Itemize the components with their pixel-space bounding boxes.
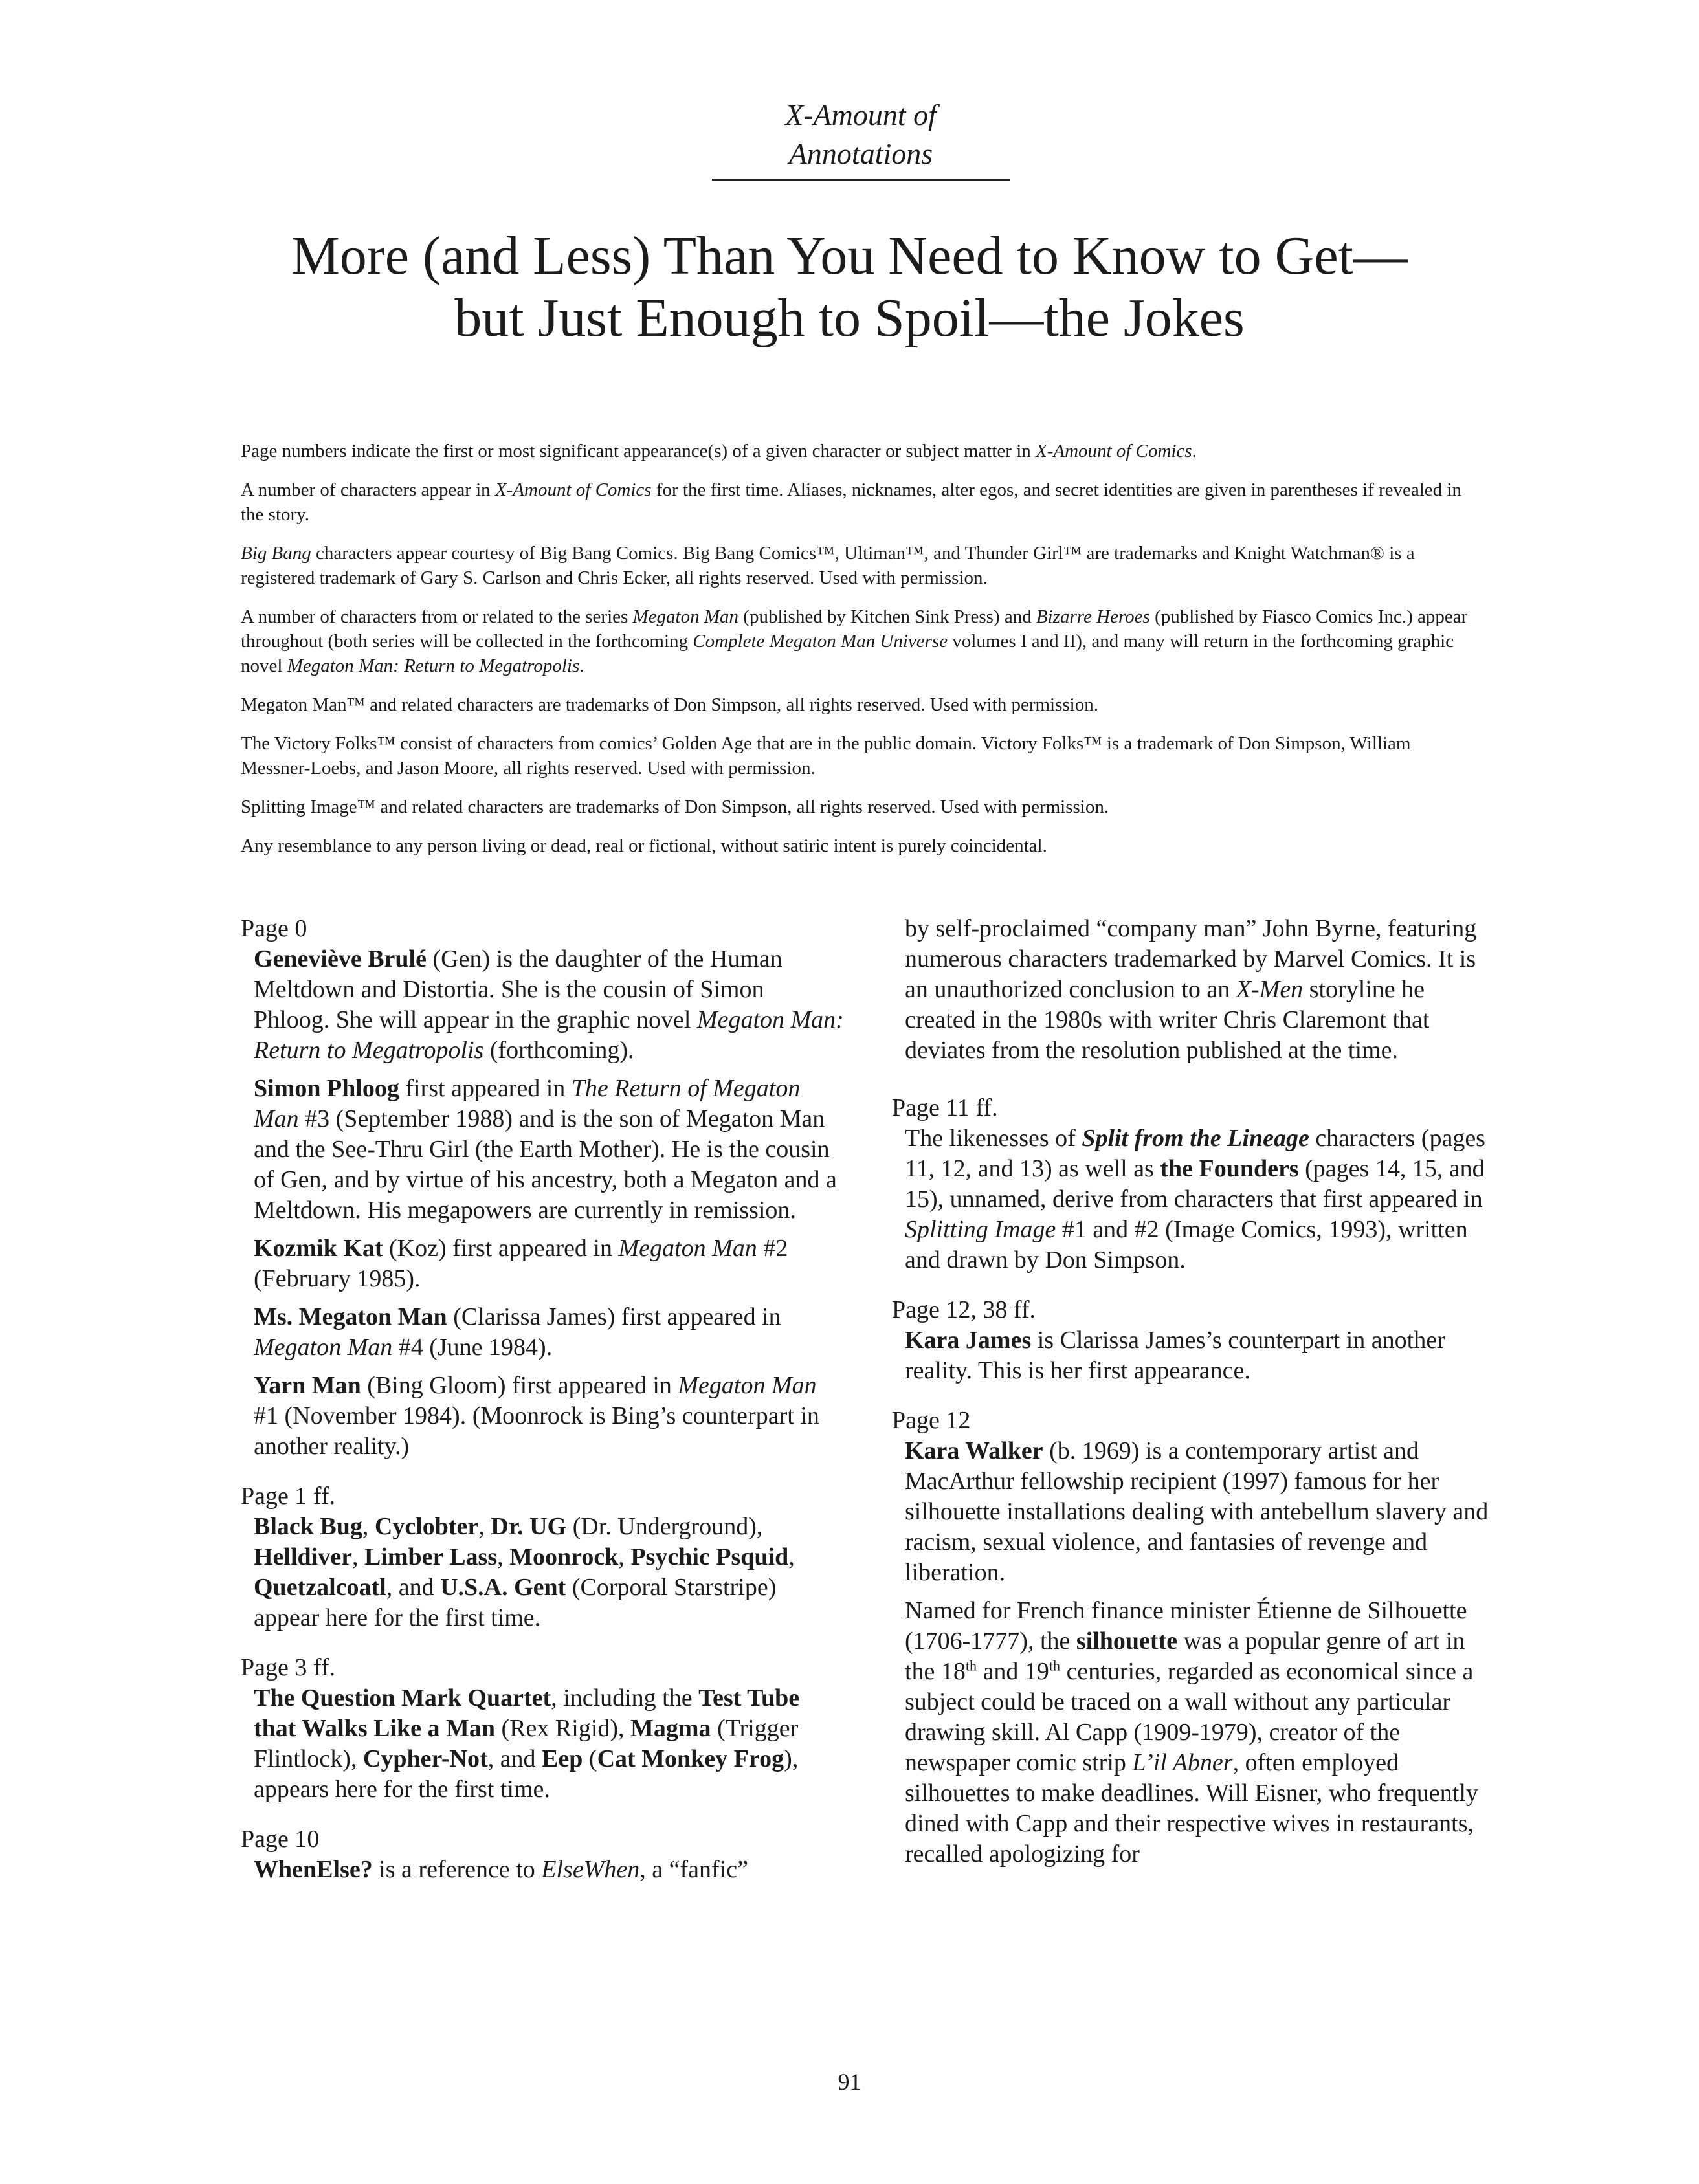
annotation-entry: Yarn Man (Bing Gloom) first appeared in Megaton Man #1 (November 1984). (Moonrock is Bing’s counterpart in another reality.)	[254, 1372, 819, 1460]
annotation-entry: Kozmik Kat (Koz) first appeared in Megaton Man #2 (February 1985).	[254, 1235, 788, 1292]
annotation-group-page-1	[241, 1481, 846, 1633]
page-label: Page 0	[241, 915, 307, 942]
annotation-entry: The likenesses of Split from the Lineage characters (pages 11, 12, and 13) as well as the Founders (pages 14, 15, and 15), unnamed, derive from characters that first appeared in Splitting Image #1 and #2 (Image Comics, 1993), written and drawn by Don Simpson.	[905, 1125, 1485, 1274]
annotation-group-page-10	[241, 1824, 846, 1885]
page-label: Page 12, 38 ff.	[892, 1296, 1036, 1323]
annotation-group-page-3	[241, 1653, 846, 1805]
annotation-entry: Kara James is Clarissa James’s counterpart in another reality. This is her first appearance.	[905, 1327, 1445, 1384]
annotation-continuation: by self-proclaimed “company man” John Byrne, featuring numerous characters trademarked by Marvel Comics. It is an unauthorized conclusion to an X-Men storyline he created in the 1980s with writer Chris Claremont that deviates from the resolution published at the time.	[905, 915, 1477, 1064]
intro-paragraph: A number of characters appear in X-Amount of Comics for the first time. Aliases, nicknames, alter egos, and secret identities are given in parentheses if revealed in the story.	[241, 480, 1461, 525]
page-label: Page 10	[241, 1826, 320, 1853]
annotation-entry: The Question Mark Quartet, including the Test Tube that Walks Like a Man (Rex Rigid), Magma (Trigger Flintlock), Cypher-Not, and Eep (Cat Monkey Frog), appears here for the first time.	[254, 1684, 800, 1803]
annotation-group-page-0	[241, 914, 846, 1462]
intro-notes	[241, 439, 1471, 872]
page-number: 91	[838, 2069, 861, 2095]
page-label: Page 11 ff.	[892, 1094, 998, 1121]
annotation-entry: Kara Walker (b. 1969) is a contemporary artist and MacArthur fellowship recipient (1997) famous for her silhouette installations dealing with antebellum slavery and racism, sexual violence, and fantasies of revenge and liberation.	[905, 1437, 1489, 1586]
intro-paragraph: Any resemblance to any person living or dead, real or fictional, without satiric intent is purely coincidental.	[241, 835, 1047, 856]
annotation-entry: Ms. Megaton Man (Clarissa James) first appeared in Megaton Man #4 (June 1984).	[254, 1303, 781, 1361]
annotation-entry: WhenElse? is a reference to ElseWhen, a “fanfic”	[254, 1856, 748, 1883]
annotation-group-page-11	[892, 1093, 1497, 1275]
annotation-entry: Geneviève Brulé (Gen) is the daughter of the Human Meltdown and Distortia. She is the cousin of Simon Phloog. She will appear in the graphic novel Megaton Man: Return to Megatropolis (forthcoming).	[254, 945, 844, 1064]
page-label: Page 3 ff.	[241, 1654, 335, 1681]
page-title-line-2: but Just Enough to Spoil—the Jokes	[454, 288, 1245, 348]
annotation-group-page-12-38	[892, 1295, 1497, 1386]
running-head: X-Amount of Annotations	[712, 96, 1010, 181]
intro-paragraph: Megaton Man™ and related characters are trademarks of Don Simpson, all rights reserved. Used with permission.	[241, 694, 1098, 715]
intro-paragraph: Page numbers indicate the first or most significant appearance(s) of a given character or subject matter in X-Amount of Comics.	[241, 441, 1197, 461]
annotation-entry: Simon Phloog first appeared in The Return of Megaton Man #3 (September 1988) and is the son of Megaton Man and the See-Thru Girl (the Earth Mother). He is the cousin of Gen, and by virtue of his ancestry, both a Megaton and a Meltdown. His megapowers are currently in remission.	[254, 1075, 837, 1224]
page-label: Page 12	[892, 1407, 971, 1434]
annotation-entry: Named for French finance minister Étienne de Silhouette (1706-1777), the silhouette was a popular genre of art in the 18th and 19th centuries, regarded as economical since a subject could be traced on a wall without any particular drawing skill. Al Capp (1909-1979), creator of the newspaper comic strip L’il Abner, often employed silhouettes to make deadlines. Will Eisner, who frequently dined with Capp and their respective wives in restaurants, recalled apologizing for	[905, 1597, 1478, 1868]
left-column	[241, 914, 846, 1904]
intro-paragraph: The Victory Folks™ consist of characters from comics’ Golden Age that are in the public domain. Victory Folks™ is a trademark of Don Simpson, William Messner-Loebs, and Jason Moore, all rights reserved. Used with permission.	[241, 733, 1411, 778]
page-title-line-1: More (and Less) Than You Need to Know to Get—	[291, 226, 1408, 286]
page-title	[194, 225, 1505, 349]
annotation-group-page-12	[892, 1406, 1497, 1870]
page-label: Page 1 ff.	[241, 1483, 335, 1510]
right-column	[892, 914, 1497, 1889]
intro-paragraph: A number of characters from or related to the series Megaton Man (published by Kitchen Sink Press) and Bizarre Heroes (published by Fiasco Comics Inc.) appear throughout (both series will be collected in the forthcoming Complete Megaton Man Universe volumes I and II), and many will return in the forthcoming graphic novel Megaton Man: Return to Megatropolis.	[241, 606, 1468, 676]
intro-paragraph: Splitting Image™ and related characters are trademarks of Don Simpson, all rights reserved. Used with permission.	[241, 797, 1109, 817]
annotation-entry: Black Bug, Cyclobter, Dr. UG (Dr. Underground), Helldiver, Limber Lass, Moonrock, Psychic Psquid, Quetzalcoatl, and U.S.A. Gent (Corporal Starstripe) appear here for the first time.	[254, 1513, 795, 1631]
intro-paragraph: Big Bang characters appear courtesy of Big Bang Comics. Big Bang Comics™, Ultiman™, and Thunder Girl™ are trademarks and Knight Watchman® is a registered trademark of Gary S. Carlson and Chris Ecker, all rights reserved. Used with permission.	[241, 543, 1415, 588]
